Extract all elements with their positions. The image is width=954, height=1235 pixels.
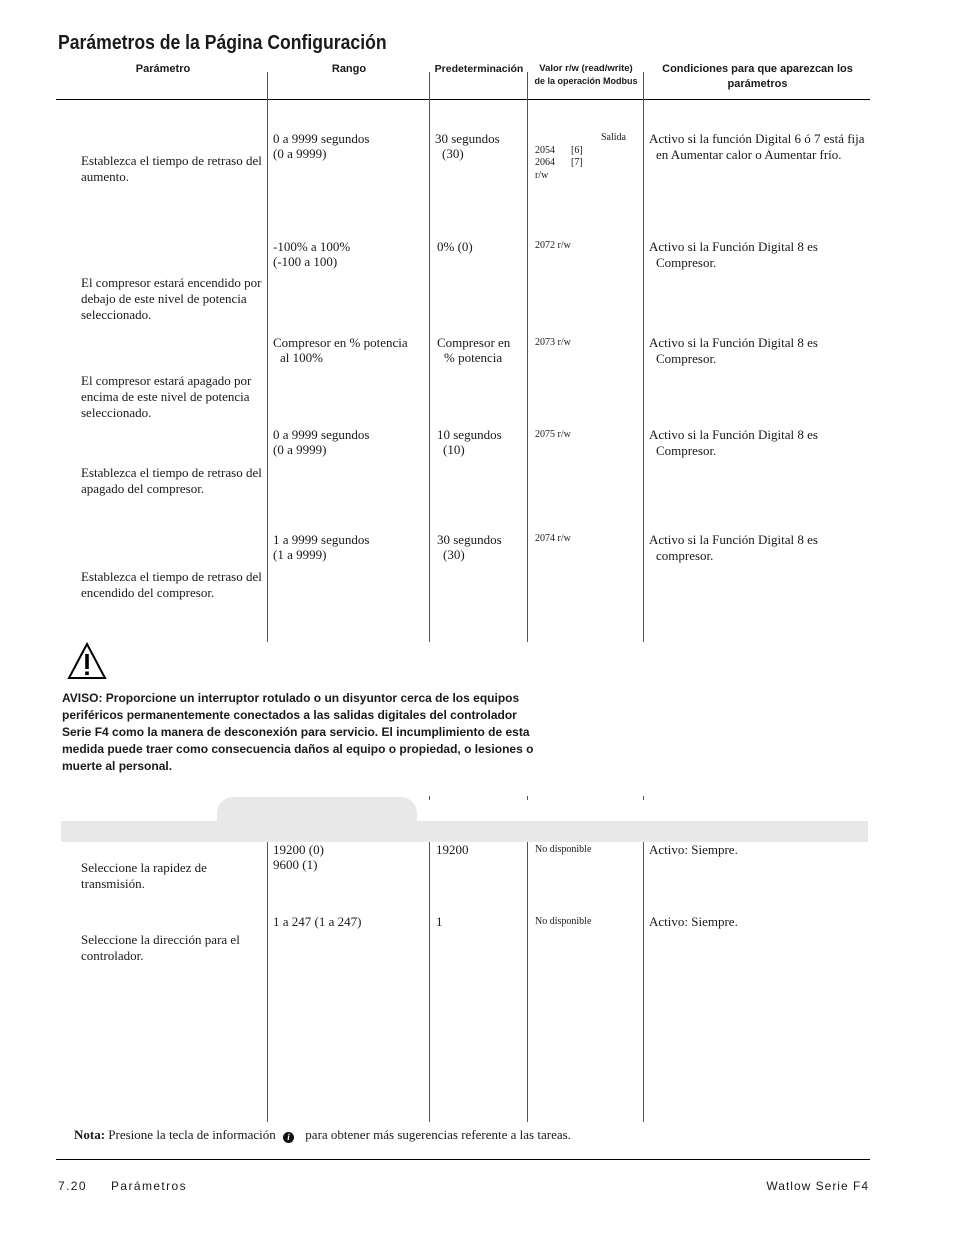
header-modbus-1: Valor r/w (read/write) <box>539 63 633 74</box>
row-1-modbus-head: Salida <box>601 132 626 143</box>
comm-row-1-range-2: 9600 (1) <box>273 857 318 872</box>
section-tab <box>217 797 417 822</box>
row-3-modbus: 2073 r/w <box>535 337 571 348</box>
row-4-modbus: 2075 r/w <box>535 429 571 440</box>
column-divider <box>429 842 430 1122</box>
row-1-range-2: (0 a 9999) <box>273 146 327 161</box>
column-divider <box>267 72 268 642</box>
comm-row-1-description: Seleccione la rapidez de transmisión. <box>81 860 207 891</box>
column-divider <box>527 72 528 642</box>
comm-row-2-condition: Activo: Siempre. <box>649 914 738 929</box>
comm-row-2-modbus: No disponible <box>535 916 592 927</box>
note-text-after: para obtener más sugerencias referente a las tareas. <box>305 1127 571 1142</box>
row-3-description: El compresor estará apagado por encima de este nivel de potencia seleccionado. <box>81 373 252 420</box>
column-divider <box>527 796 528 800</box>
footer-brand: Watlow Serie F4 <box>766 1179 869 1193</box>
column-divider <box>429 72 430 642</box>
column-divider <box>429 796 430 800</box>
comm-row-1-condition: Activo: Siempre. <box>649 842 738 857</box>
row-3-default-2: % potencia <box>444 350 503 365</box>
row-2-modbus: 2072 r/w <box>535 240 571 251</box>
row-2-default-1: 0% (0) <box>437 239 473 254</box>
row-4-range-1: 0 a 9999 segundos <box>273 427 370 442</box>
row-4-default-2: (10) <box>443 442 465 457</box>
row-1-modbus-a: 2054 <box>535 145 555 156</box>
row-4-range-2: (0 a 9999) <box>273 442 327 457</box>
header-parametro: Parámetro <box>135 63 191 75</box>
comm-row-1-default: 19200 <box>436 842 469 857</box>
row-5-default-1: 30 segundos <box>437 532 502 547</box>
row-4-condition: Activo si la Función Digital 8 es Compresor. <box>649 427 818 458</box>
section-band <box>61 821 868 842</box>
row-1-description: Establezca el tiempo de retraso del aumento. <box>81 153 262 184</box>
info-key-icon: i <box>283 1132 294 1143</box>
footer-page-number: 7.20 <box>58 1179 87 1193</box>
column-divider <box>643 842 644 1122</box>
column-divider <box>527 842 528 1122</box>
comm-row-1-modbus: No disponible <box>535 844 592 855</box>
note <box>74 1127 571 1143</box>
row-3-default-1: Compresor en <box>437 335 511 350</box>
row-1-modbus-b-index: [7] <box>571 157 583 168</box>
row-5-range-1: 1 a 9999 segundos <box>273 532 370 547</box>
row-4-default-1: 10 segundos <box>437 427 502 442</box>
comm-row-2-default: 1 <box>436 914 443 929</box>
footer-rule <box>56 1159 870 1160</box>
page-title: Parámetros de la Página Configuración <box>58 32 387 54</box>
row-4-description: Establezca el tiempo de retraso del apagado del compresor. <box>81 465 262 496</box>
comm-row-2-description: Seleccione la dirección para el controlador. <box>81 932 240 963</box>
comm-row-2-range-1: 1 a 247 (1 a 247) <box>273 914 362 929</box>
row-3-range-2: al 100% <box>280 350 323 365</box>
row-5-condition: Activo si la Función Digital 8 es compresor. <box>649 532 818 563</box>
note-label: Nota: <box>74 1127 106 1142</box>
row-5-default-2: (30) <box>443 547 465 562</box>
row-2-range-2: (-100 a 100) <box>273 254 338 269</box>
warning-triangle-icon <box>67 642 107 680</box>
comm-row-1-range-1: 19200 (0) <box>273 842 324 857</box>
row-2-condition: Activo si la Función Digital 8 es Compresor. <box>649 239 818 270</box>
column-divider <box>643 72 644 642</box>
warning-text: AVISO: Proporcione un interruptor rotulado o un disyuntor cerca de los equipos periféricos permanentemente conectados a las salidas digitales del controlador Serie F4 como la manera de desconexión para servicio. El incumplimiento de esta medida puede traer como consecuencia daños al equipo o propiedad, o lesiones o muerte al personal. <box>62 691 534 773</box>
row-1-default-2: (30) <box>442 146 464 161</box>
note-text-before: Presione la tecla de información <box>108 1127 276 1142</box>
header-modbus-2: de la operación Modbus <box>534 76 638 86</box>
row-3-range-1: Compresor en % potencia <box>273 335 408 350</box>
row-3-condition: Activo si la Función Digital 8 es Compresor. <box>649 335 818 366</box>
row-1-modbus-a-index: [6] <box>571 145 583 156</box>
row-1-modbus-b: 2064 <box>535 157 555 168</box>
row-2-range-1: -100% a 100% <box>273 239 351 254</box>
row-5-range-2: (1 a 9999) <box>273 547 327 562</box>
header-condiciones: Condiciones para que aparezcan los parámetros <box>662 63 853 90</box>
column-divider <box>643 796 644 800</box>
row-2-description: El compresor estará encendido por debajo de este nivel de potencia seleccionado. <box>81 275 262 322</box>
row-1-modbus-rw: r/w <box>535 170 549 181</box>
header-rango: Rango <box>331 63 367 75</box>
column-divider <box>267 842 268 1122</box>
header-rule <box>56 99 870 100</box>
footer-section: Parámetros <box>111 1179 188 1193</box>
row-5-modbus: 2074 r/w <box>535 533 571 544</box>
row-5-description: Establezca el tiempo de retraso del encendido del compresor. <box>81 569 262 600</box>
row-1-range-1: 0 a 9999 segundos <box>273 131 370 146</box>
row-1-default-1: 30 segundos <box>435 131 500 146</box>
header-predeterminacion: Predeterminación <box>434 63 524 75</box>
row-1-condition: Activo si la función Digital 6 ó 7 está fija en Aumentar calor o Aumentar frío. <box>649 131 865 162</box>
